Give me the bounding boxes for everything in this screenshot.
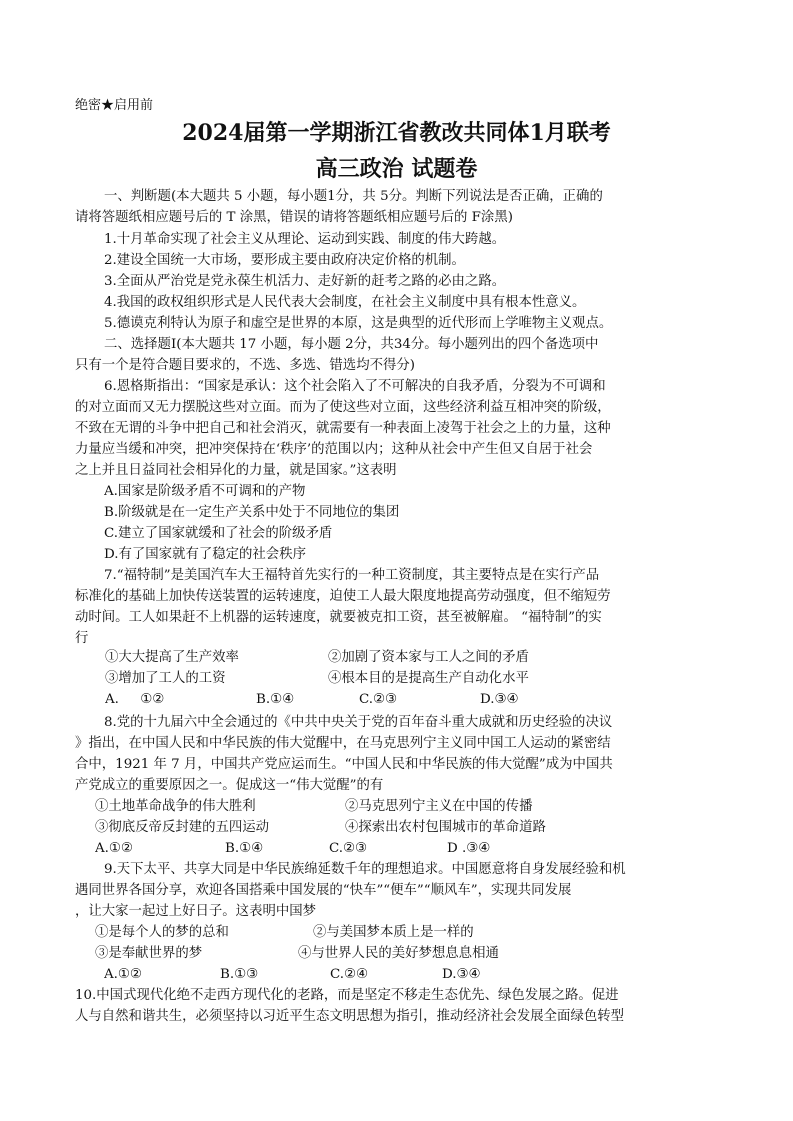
question-6-stem: 6.恩格斯指出：“国家是承认：这个社会陷入了不可解决的自我矛盾，分裂为不可调和	[104, 379, 606, 394]
statement-1: ①土地革命战争的伟大胜利	[95, 799, 256, 814]
section2-intro: 二、选择题Ⅰ(本大题共 17 小题，每小题 2分，共34分。每小题列出的四个备选项中	[104, 337, 599, 352]
option-b: B.①③	[220, 967, 259, 982]
option-a: A. ①②	[105, 692, 165, 707]
question-6-option-c: C.建立了国家就缓和了社会的阶级矛盾	[104, 526, 333, 541]
statement-4: ④与世界人民的美好梦想息息相通	[298, 946, 499, 961]
option-c: C.②④	[330, 967, 369, 982]
statement-2: ②加剧了资本家与工人之间的矛盾	[328, 650, 529, 665]
question-6-option-d: D.有了国家就有了稳定的社会秩序	[104, 547, 306, 562]
question-8-stem: 》指出，在中国人民和中华民族的伟大觉醒中，在马克思列宁主义同中国工人运动的紧密结	[75, 736, 611, 751]
question-4: 4.我国的政权组织形式是人民代表大会制度，在社会主义制度中具有根本性意义。	[104, 295, 586, 310]
question-8-stem: 合中，1921 年 7 月，中国共产党应运而生。“中国人民和中华民族的伟大觉醒”成为中国共	[75, 757, 613, 772]
statement-1: ①是每个人的梦的总和	[95, 925, 229, 940]
question-7-options	[105, 690, 755, 710]
question-7-statements	[105, 669, 755, 689]
option-b: B.①④	[225, 841, 264, 856]
option-d: D .③④	[447, 841, 491, 856]
option-a: A.①②	[95, 841, 133, 856]
exam-title: 2024届第一学期浙江省教改共同体1月联考	[182, 120, 611, 146]
question-9-statements	[95, 923, 745, 943]
option-d: D.③④	[480, 692, 519, 707]
question-8-statements	[95, 818, 745, 838]
option-b: B.①④	[256, 692, 295, 707]
question-7-stem: 行	[75, 631, 89, 646]
question-9-statements	[95, 944, 745, 964]
statement-3: ③增加了工人的工资	[105, 671, 226, 686]
question-9-stem: ，让大家一起过上好日子。这表明中国梦	[75, 904, 317, 919]
question-6-option-a: A.国家是阶级矛盾不可调和的产物	[104, 484, 306, 499]
statement-3: ③是奉献世界的梦	[95, 946, 203, 961]
question-10-stem: 10.中国式现代化绝不走西方现代化的老路，而是坚定不移走生态优先、绿色发展之路。促进	[75, 988, 619, 1003]
question-7-stem: 动时间。工人如果赶不上机器的运转速度，就要被克扣工资，甚至被解雇。 “福特制”的实	[75, 610, 602, 625]
option-c: C.②③	[359, 692, 398, 707]
statement-3: ③彻底反帝反封建的五四运动	[95, 820, 270, 835]
section2-intro-cont: 只有一个是符合题目要求的，不选、多选、错选均不得分)	[75, 358, 415, 373]
option-c: C.②③	[329, 841, 368, 856]
question-8-stem: 产党成立的重要原因之一。促成这一“伟大觉醒”的有	[75, 778, 384, 793]
statement-4: ④探索出农村包围城市的革命道路	[345, 820, 546, 835]
question-8-stem: 8.党的十九届六中全会通过的《中共中央关于党的百年奋斗重大成就和历史经验的决议	[104, 715, 613, 730]
question-6-stem: 力量应当缓和冲突，把冲突保持在‘秩序’的范围以内；这种从社会中产生但又自居于社会	[75, 442, 593, 457]
question-7-stem: 标准化的基础上加快传送装置的运转速度，迫使工人最大限度地提高劳动强度，但不缩短劳	[75, 589, 611, 604]
question-1: 1.十月革命实现了社会主义从理论、运动到实践、制度的伟大跨越。	[104, 232, 506, 247]
section1-intro: 一、判断题(本大题共 5 小题，每小题1分，共 5分。判断下列说法是否正确，正确的	[104, 189, 603, 204]
question-6-option-b: B.阶级就是在一定生产关系中处于不同地位的集团	[104, 505, 400, 520]
question-6-stem: 不致在无谓的斗争中把自己和社会消灭，就需要有一种表面上凌驾于社会之上的力量，这种	[75, 421, 611, 436]
statement-2: ②马克思列宁主义在中国的传播	[345, 799, 533, 814]
question-3: 3.全面从严治党是党永葆生机活力、走好新的赶考之路的必由之路。	[104, 274, 506, 289]
question-7-statements	[105, 648, 755, 668]
question-10-stem: 人与自然和谐共生，必须坚持以习近平生态文明思想为指引，推动经济社会发展全面绿色转型	[75, 1009, 625, 1024]
statement-2: ②与美国梦本质上是一样的	[313, 925, 474, 940]
question-6-stem: 之上并且日益同社会相异化的力量，就是国家。”这表明	[75, 463, 397, 478]
option-d: D.③④	[442, 967, 481, 982]
statement-1: ①大大提高了生产效率	[105, 650, 239, 665]
question-9-stem: 9.天下太平、共享大同是中华民族绵延数千年的理想追求。中国愿意将自身发展经验和机	[104, 862, 626, 877]
question-2: 2.建设全国统一大市场，要形成主要由政府决定价格的机制。	[104, 253, 465, 268]
question-8-statements	[95, 797, 745, 817]
confidential-mark: 绝密★启用前	[75, 98, 154, 113]
statement-4: ④根本目的是提高生产自动化水平	[328, 671, 529, 686]
exam-subtitle: 高三政治 试题卷	[315, 156, 478, 182]
section1-intro-cont: 请将答题纸相应题号后的 T 涂黑，错误的请将答题纸相应题号后的 F涂黑)	[75, 210, 513, 225]
question-9-stem: 遇同世界各国分享，欢迎各国搭乘中国发展的“快车”“便车”“顺风车”，实现共同发展	[75, 883, 572, 898]
question-5: 5.德谟克利特认为原子和虚空是世界的本原，这是典型的近代形而上学唯物主义观点。	[104, 316, 613, 331]
question-9-options	[104, 965, 754, 985]
question-8-options	[95, 839, 745, 859]
option-a: A.①②	[104, 967, 142, 982]
question-6-stem: 的对立面而又无力摆脱这些对立面。而为了使这些对立面，这些经济利益互相冲突的阶级，	[75, 400, 611, 415]
question-7-stem: 7.“福特制”是美国汽车大王福特首先实行的一种工资制度，其主要特点是在实行产品	[104, 568, 600, 583]
